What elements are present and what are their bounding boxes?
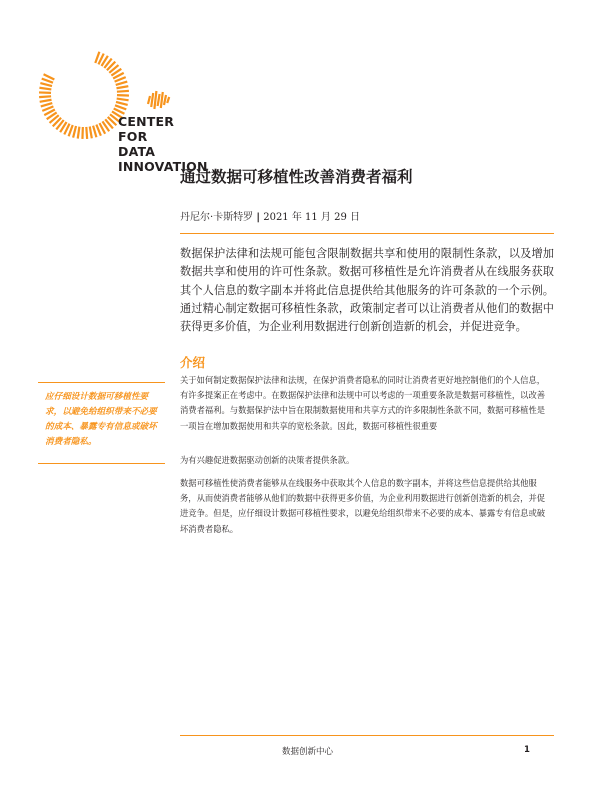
logo-cluster-tick: [151, 93, 153, 107]
article-title: 通过数据可移植性改善消费者福利: [180, 168, 413, 186]
logo-ring-tick: [116, 82, 128, 85]
section-heading-intro: 介绍: [180, 355, 206, 370]
logo-ring-tick: [39, 88, 51, 90]
byline: [180, 208, 360, 223]
logo-ring-tick: [78, 127, 80, 139]
byline-separator: |: [256, 212, 261, 223]
logo-cluster-tick: [167, 97, 169, 103]
pull-quote-top-rule: [38, 382, 165, 383]
logo-cluster-tick: [148, 96, 150, 104]
logo-ring-tick: [86, 127, 87, 139]
footer-organization: 数据创新中心: [282, 747, 334, 757]
logo-ring-tick: [73, 126, 76, 138]
logo-ring-tick: [116, 86, 128, 88]
logo-line-4: INNOVATION: [118, 159, 208, 174]
logo-cluster-tick: [154, 91, 156, 109]
logo-ring-tick: [39, 96, 51, 97]
intro-paragraph-1: 关于如何制定数据保护法律和法规，在保护消费者隐私的同时让消费者更好地控制他们的个人信息，有许多提案正在考虑中。在数据保护法律和法规中可以考虑的一项重要条款是数据可移植性，以改善消费者福利。与数据保护法中旨在限制数据使用和共享方式的许多限制性条款不同，数据可移植性是一项旨在增加数据使用和共享的宽松条款。因此，数据可移植性很重要: [180, 375, 546, 431]
logo-line-2: FOR: [118, 129, 148, 144]
intro-paragraph-2: 为有兴趣促进数据驱动创新的决策者提供条款。: [180, 455, 355, 465]
header-divider: [180, 233, 554, 234]
logo-cluster-tick: [158, 94, 160, 106]
logo-ring-tick: [117, 99, 129, 101]
logo-ring-tick: [116, 102, 128, 105]
logo-cluster-tick: [161, 92, 163, 108]
logo-ring-tick: [93, 126, 96, 138]
executive-summary: 数据保护法律和法规可能包含限制数据共享和使用的限制性条款，以及增加数据共享和使用的许可性条款。数据可移植性是允许消费者从在线服务获取其个人信息的数字副本并将此信息提供给其他服务的许可条款的一个示例。通过精心制定数据可移植性条款，政策制定者可以让消费者从他们的数据中获得更多价值，为企业利用数据进行创新创造新的机会，并促进竞争。: [180, 247, 554, 334]
logo-ring-tick: [40, 83, 52, 86]
publish-date: 2021 年 11 月 29 日: [263, 212, 361, 223]
logo-ring-tick: [41, 103, 53, 106]
author-name: 丹尼尔·卡斯特罗: [180, 212, 254, 223]
pull-quote-bottom-rule: [38, 463, 165, 464]
logo-ring-tick: [117, 91, 129, 92]
logo-cluster-tick: [164, 95, 166, 105]
logo-line-3: DATA: [118, 144, 156, 159]
footer-divider: [180, 735, 554, 736]
center-for-data-innovation-logo: [38, 44, 208, 174]
logo-ring-tick: [40, 100, 52, 102]
pull-quote: 应仔细设计数据可移植性要求，以避免给组织带来不必要的成本、暴露专有信息或破坏消费者隐私。: [45, 392, 157, 447]
logo-line-1: CENTER: [118, 114, 175, 129]
intro-paragraph-3: 数据可移植性使消费者能够从在线服务中获取其个人信息的数字副本，并将这些信息提供给其他服务，从而使消费者能够从他们的数据中获得更多价值，为企业利用数据进行创新创造新的机会，并促进竞争。但是，应仔细设计数据可移植性要求，以避免给组织带来不必要的成本、暴露专有信息或破坏消费者隐私。: [180, 478, 546, 534]
logo-ring-tick: [90, 126, 92, 138]
page-number: 1: [524, 745, 530, 755]
